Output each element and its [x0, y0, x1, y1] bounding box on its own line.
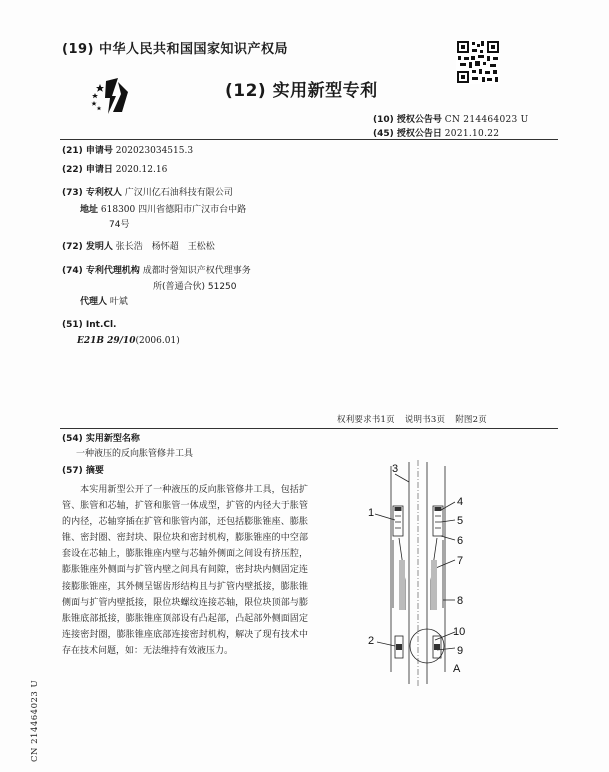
drawing-label: A: [453, 663, 461, 675]
patentee: (73) 专利权人 广汉川亿石油科技有限公司: [62, 188, 233, 198]
drawing-label: 5: [457, 515, 464, 527]
representative-drawing: [355, 460, 480, 690]
header-divider: [60, 139, 558, 140]
drawing-label: 3: [392, 463, 399, 475]
patent-agency: (74) 专利代理机构 成都时誉知识产权代理事务: [62, 266, 251, 276]
int-cl-code: E21B 29/10(2006.01): [77, 336, 180, 346]
drawing-label: 9: [457, 645, 464, 657]
application-number: (21) 申请号 202023034515.3: [62, 146, 194, 156]
publication-date: (45) 授权公告日 2021.10.22: [373, 129, 500, 139]
drawing-label: 2: [368, 635, 375, 647]
address-line2: 74号: [109, 220, 130, 230]
side-publication-number: CN 214464023 U: [30, 679, 40, 762]
cnipa-logo-icon: [86, 76, 132, 116]
page-counts: 权利要求书1页 说明书3页 附图2页: [337, 415, 487, 425]
office-name: (19) 中华人民共和国国家知识产权局: [62, 42, 288, 57]
drawing-label: 7: [457, 555, 464, 567]
utility-model-title: 一种液压的反向胀管修井工具: [76, 449, 194, 459]
drawing-label: 1: [368, 507, 375, 519]
abstract-text: 本实用新型公开了一种液压的反向胀管修井工具，包括扩管、胀管和芯轴，扩管和胀管一体成型，扩管的内径大于胀管的内径，芯轴穿插在扩管和胀管内部，还包括膨胀锥座、膨胀锥、密封圈、密封块、限位块和密封机构，膨胀锥座的中空部套设在芯轴上，膨胀锥座内壁与芯轴外侧面之间设有挤压腔，膨胀锥座外侧面与扩管内壁之间具有间隙，密封块内侧固定连接膨胀锥座，其外侧呈锯齿形结构且与扩管内壁抵接，膨胀锥侧面与扩管内壁抵接，限位块螺纹连接芯轴，限位块顶部与膨胀锥底部抵接，膨胀锥座顶部设有凸起部，凸起部外侧面固定连接密封圈，膨胀锥座底部连接密封机构，解决了现有技术中存在技术问题，如：无法维持有效液压力。: [62, 485, 308, 656]
application-date: (22) 申请日 2020.12.16: [62, 165, 168, 175]
title-label: (54) 实用新型名称: [62, 434, 140, 444]
int-cl-label: (51) Int.Cl.: [62, 320, 117, 330]
agent: 代理人 叶斌: [80, 297, 128, 307]
section-divider: [60, 428, 558, 429]
document-type: (12) 实用新型专利: [225, 81, 378, 101]
publication-number: (10) 授权公告号 CN 214464023 U: [373, 115, 529, 125]
drawing-label: 4: [457, 496, 464, 508]
drawing-label: 6: [457, 535, 464, 547]
address: 地址 618300 四川省德阳市广汉市台中路: [80, 205, 247, 215]
patent-agency-line2: 所(普通合伙) 51250: [153, 282, 237, 292]
drawing-label: 8: [457, 595, 464, 607]
drawing-label: 10: [453, 626, 466, 638]
inventors: (72) 发明人 张长浩 杨怀超 王松松: [62, 242, 215, 252]
abstract-label: (57) 摘要: [62, 466, 104, 476]
qr-code-icon: [456, 40, 500, 84]
